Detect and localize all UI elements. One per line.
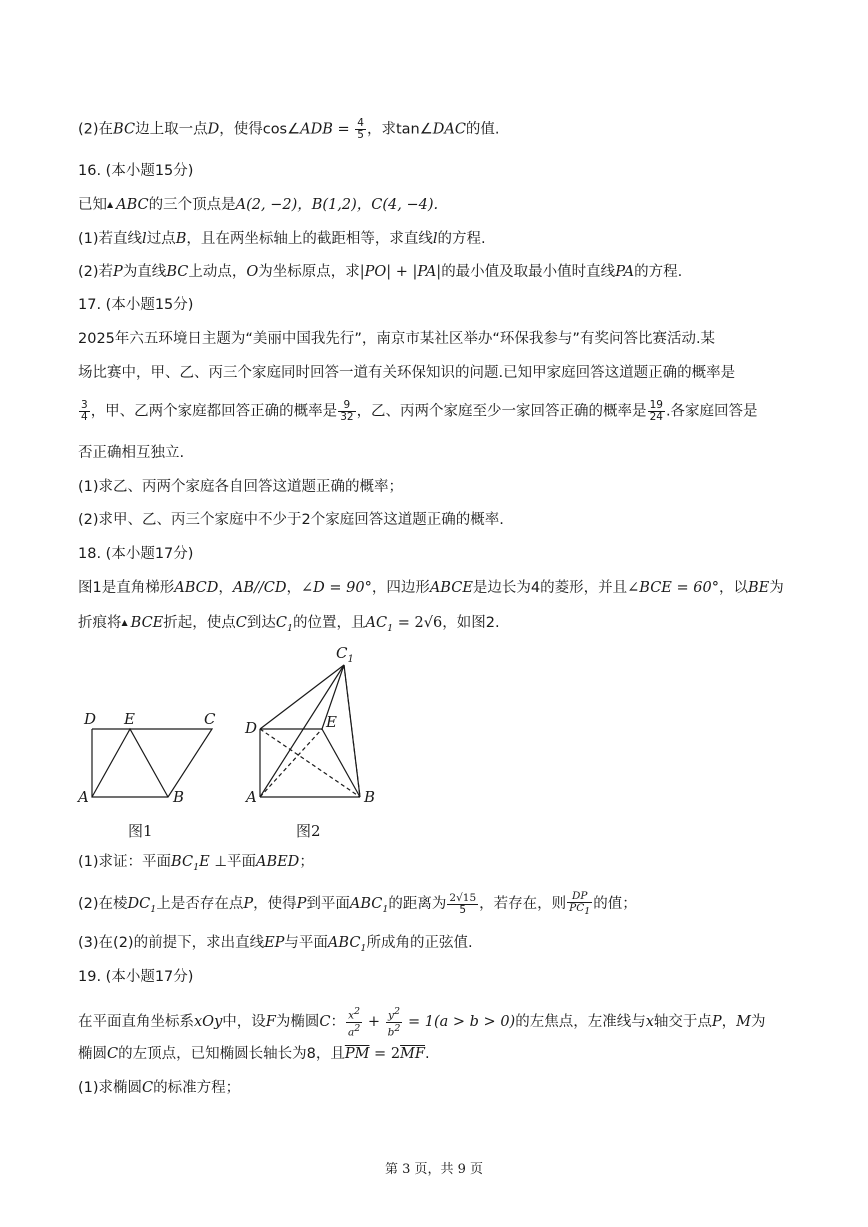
fig1-label-B: B <box>173 788 185 806</box>
q18-line2: 折痕将▲ BCE折起，使点C到达$C_1$的位置，且$AC_1 = 2√6$，如图2. <box>78 615 500 634</box>
fig2-label-C1: $C_1$ <box>336 644 354 665</box>
q17-line3: $\frac{3}{4}$ ，甲、乙两个家庭都回答正确的概率是 $\frac{9}{32}$ ，乙、丙两个家庭至少一家回答正确的概率是 $\frac{19}{24}$ .各家庭回答是 <box>81 399 758 423</box>
triangle-symbol: ▲ <box>121 618 128 627</box>
fraction: $\frac{4}{5}$ <box>357 117 364 141</box>
q18-part2: (2)在棱$DC_1$上是否存在点P，使得P到平面$ABC_1$的距离为 $\frac{2√15}{5}$ ，若存在，则 $\frac{DP}{PC_1}$ 的值； <box>78 890 637 918</box>
fraction: $\frac{19}{24}$ <box>649 399 663 423</box>
q19-line1: 在平面直角坐标系xOy中，设F为椭圆C： $\frac{x^2}{a^2}$ + $\frac{y^2}{b^2}$ = 1(a > b > 0)的左焦点，左准线与x轴交于点P，M为 <box>78 1006 766 1038</box>
fig2-caption: 图2 <box>296 822 321 840</box>
q16-header: 16. (本小题15分) <box>78 163 194 179</box>
fig2-label-A: A <box>246 788 257 806</box>
triangle-symbol: ▲ <box>107 200 114 209</box>
fig1-label-C: C <box>204 710 216 728</box>
q19-line2: 椭圆C的左顶点，已知椭圆长轴长为8，且$\overline{PM} = 2\overline{MF}$. <box>78 1046 430 1062</box>
figure-1-trapezoid <box>92 729 212 797</box>
fraction: $\frac{9}{32}$ <box>340 399 354 423</box>
fig1-label-D: D <box>84 710 97 728</box>
figure-2-folded-solid <box>260 665 360 797</box>
fraction: $\frac{3}{4}$ <box>81 399 88 423</box>
fraction: $\frac{y^2}{b^2}$ <box>387 1006 401 1038</box>
fraction: $\frac{DP}{PC_1}$ <box>569 890 591 918</box>
fraction: $\frac{x^2}{a^2}$ <box>347 1006 361 1038</box>
fig1-label-A: A <box>78 788 89 806</box>
q18-part3: (3)在(2)的前提下，求出直线EP与平面$ABC_1$所成角的正弦值. <box>78 935 473 954</box>
q17-header: 17. (本小题15分) <box>78 297 194 313</box>
fig2-label-B: B <box>364 788 376 806</box>
q17-line4: 否正确相互独立. <box>78 445 185 461</box>
q16-part1: (1)若直线l过点B，且在两坐标轴上的截距相等，求直线l的方程. <box>78 231 486 247</box>
geometry-figures <box>70 640 390 850</box>
q18-header: 18. (本小题17分) <box>78 546 194 562</box>
fig2-label-D: D <box>245 719 258 737</box>
q18-line1: 图1是直角梯形ABCD，AB//CD，∠D = 90°，四边形ABCE是边长为4的菱形，并且∠BCE = 60°，以BE为 <box>78 580 784 596</box>
page-footer: 第 3 页，共 9 页 <box>384 1162 484 1177</box>
q15-part2: (2)在BC边上取一点D，使得cos∠ADB = $\frac{4}{5}$ ，求tan∠DAC的值. <box>78 117 500 141</box>
fig1-caption: 图1 <box>128 822 153 840</box>
q19-header: 19. (本小题17分) <box>78 969 194 985</box>
q17-part2: (2)求甲、乙、丙三个家庭中不少于2个家庭回答这道题正确的概率. <box>78 512 504 528</box>
fraction: $\frac{2√15}{5}$ <box>449 891 477 916</box>
q16-line1: 已知▲ ABC的三个顶点是A(2, −2)，B(1,2)，C(4, −4). <box>78 197 439 213</box>
q17-line1: 2025年六五环境日主题为“美丽中国我先行”，南京市某社区举办“环保我参与”有奖问答比赛活动.某 <box>78 331 716 347</box>
fig2-label-E: E <box>326 713 337 731</box>
q16-part2: (2)若P为直线BC上动点，O为坐标原点，求|PO| + |PA|的最小值及取最小值时直线PA的方程. <box>78 264 683 280</box>
q17-part1: (1)求乙、丙两个家庭各自回答这道题正确的概率； <box>78 479 404 495</box>
q17-line2: 场比赛中，甲、乙、丙三个家庭同时回答一道有关环保知识的问题.已知甲家庭回答这道题正确的概率是 <box>78 365 736 381</box>
fig1-label-E: E <box>124 710 135 728</box>
q19-part1: (1)求椭圆C的标准方程； <box>78 1080 241 1096</box>
q18-part1: (1)求证：平面$BC_1E$ ⊥平面ABED； <box>78 854 314 873</box>
